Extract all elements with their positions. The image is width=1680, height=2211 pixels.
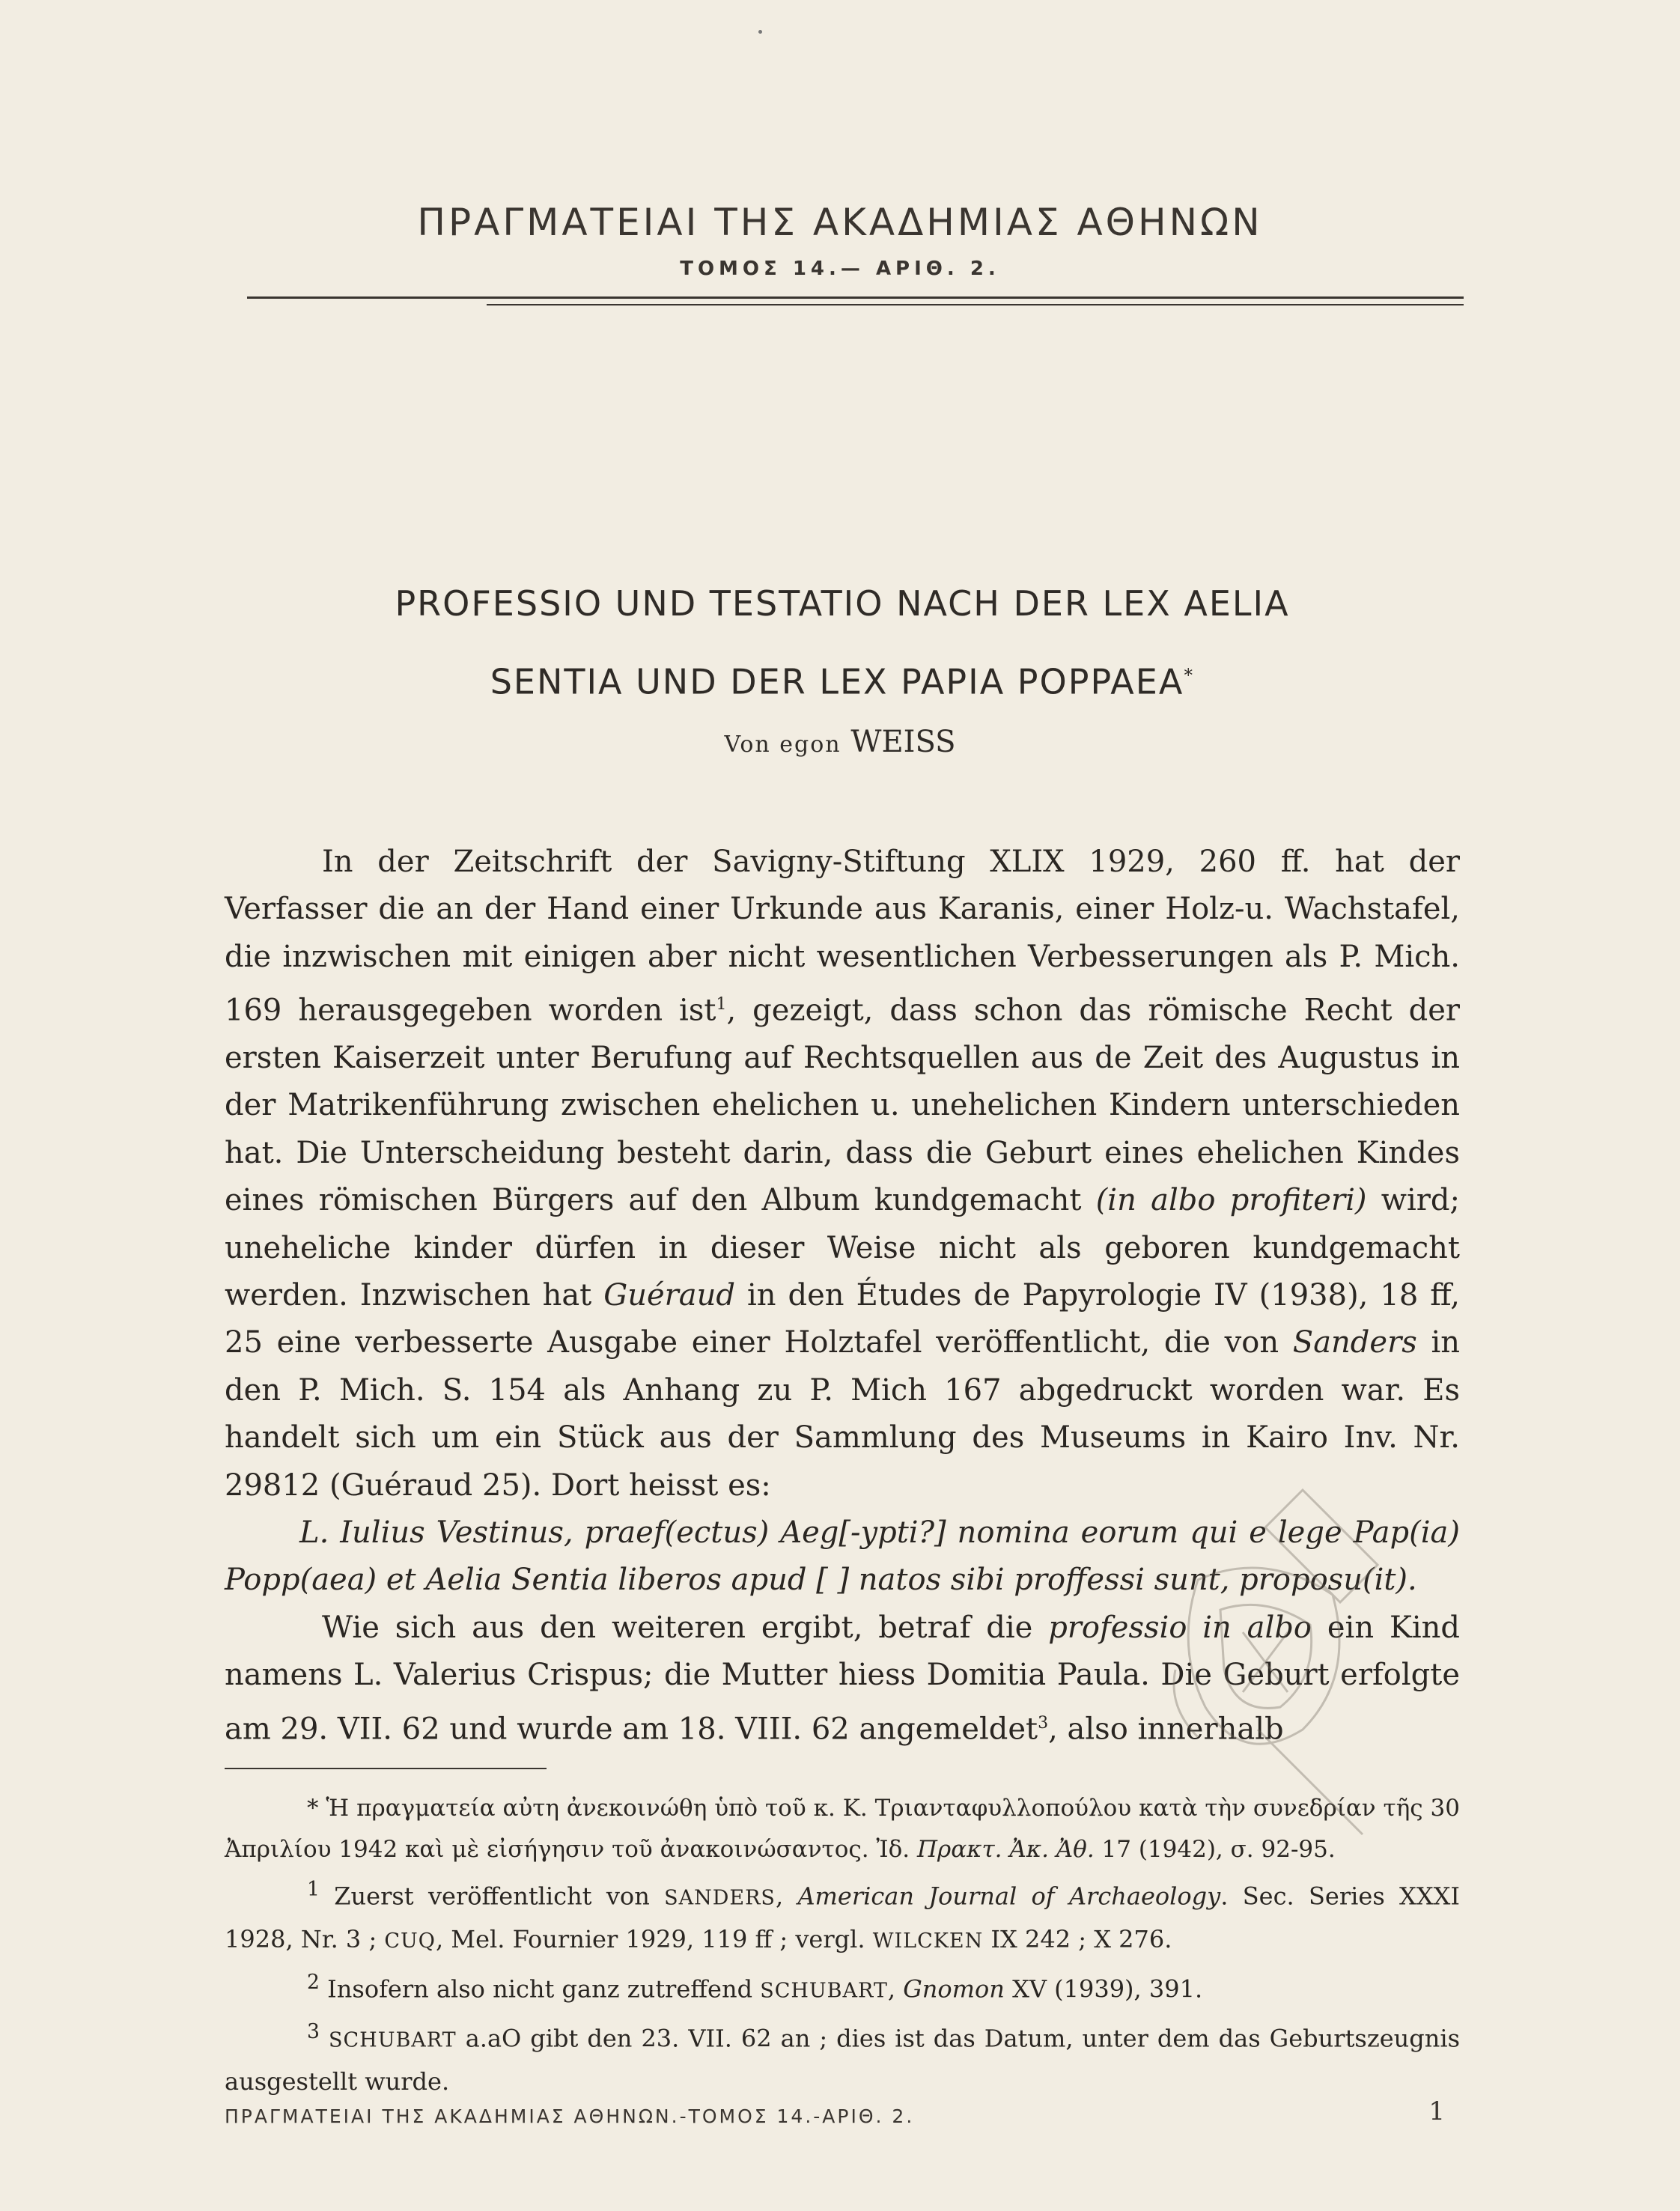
text-run: a.aO gibt den 23. VII. 62 an ; dies ist das Datum, unter dem das Geburtszeugnis ausgestellt wurde.: [225, 2024, 1461, 2096]
author-ref: SANDERS: [664, 1886, 776, 1910]
footnote-mark: 3: [307, 2019, 320, 2043]
journal-ref: Πρακτ. Ἀκ. Ἀθ.: [916, 1835, 1095, 1863]
text-run: in den Études de Papyrologie IV (1938), 18 ff, 25 eine verbesserte Ausgabe einer Holztafel veröffentlicht, die von: [225, 1277, 1460, 1360]
header-rule: [247, 296, 1464, 299]
page-number: 1: [1428, 2096, 1445, 2126]
text-run: In der Zeitschrift der Savigny-Stiftung XLIX 1929, 260 ff. hat der Verfasser die an der Hand einer Urkunde aus Karanis, einer Holz-u. Wachstafel, die inzwischen mit einigen aber nicht wesentlichen Verbesserungen als P. Mich. 169 herausgegeben worden ist: [225, 845, 1460, 1028]
text-run: 17 (1942), σ. 92-95.: [1094, 1835, 1336, 1863]
text-run: , gezeigt, dass schon das römische Recht der ersten Kaiserzeit unter Berufung auf Rechtsquellen aus de Zeit des Augustus in der Matrikenführung zwischen ehelichen u. unehelichen Kindern unterschieden hat. Die Unterscheidung besteht darin, dass die Geburt eines ehelichen Kindes eines römischen Bürgers auf den Album kundgemacht: [225, 993, 1461, 1218]
author-name: WEISS: [850, 725, 956, 759]
author-ref: Guéraud: [603, 1277, 735, 1313]
byline: [0, 725, 1680, 759]
text-run: , also innerhalb: [1048, 1711, 1284, 1746]
text-run: Wie sich aus den weiteren ergibt, betraf die: [322, 1610, 1049, 1645]
scan-speck: [758, 30, 762, 34]
text-run: ein Kind namens L. Valerius Crispus; die Mutter hiess Domitia Paula. Die Geburt erfolgte am 29. VII. 62 und wurde am 18. VIII. 62 angemeldet: [225, 1610, 1461, 1746]
footnote-1: [225, 1870, 1460, 1962]
series-title: ΠΡΑΓΜΑΤΕΙΑΙ ΤΗΣ ΑΚΑΔΗΜΙΑΣ ΑΘΗΝΩΝ: [417, 201, 1263, 244]
paragraph-1: [225, 839, 1460, 1509]
text-run: . Sec. Series XXXI 1928, Nr. 3 ;: [225, 1882, 1461, 1954]
footnote-ref-3: 3: [1038, 1713, 1049, 1733]
title-line-2: [225, 639, 1460, 717]
text-run: , Mel. Fournier 1929, 119 ff ; vergl.: [435, 1925, 873, 1954]
text-run: Zuerst veröffentlicht von: [319, 1882, 665, 1911]
author-ref: Sanders: [1292, 1325, 1417, 1360]
title-footnote-mark: *: [1184, 665, 1195, 686]
latin-phrase: (in albo profiteri): [1095, 1183, 1367, 1218]
author-ref: CUQ: [384, 1929, 436, 1953]
title-line-2-text: SENTIA UND DER LEX PAPIA POPPAEA: [490, 661, 1184, 702]
journal-ref: Gnomon: [903, 1974, 1005, 2004]
text-run: IX 242 ; X 276.: [983, 1925, 1172, 1954]
byline-prefix: Von egon: [724, 732, 841, 758]
footnote-ref-1: 1: [716, 995, 727, 1015]
footnote-3: [225, 2012, 1460, 2102]
latin-phrase: professio in albo: [1048, 1610, 1312, 1645]
footnote-rule: [225, 1768, 547, 1769]
header-rule-secondary: [487, 304, 1464, 305]
text-run: in den P. Mich. S. 154 als Anhang zu P. Mich 167 abgedruckt worden war. Es handelt sich um ein Stück aus der Sammlung des Museums in Kairo Inv. Nr. 29812 (Guéraud 25). Dort heisst es:: [225, 1325, 1460, 1503]
library-stamp-icon: [1153, 1482, 1385, 1864]
footnote-2: [225, 1962, 1460, 2012]
volume-number: ΤΟΜΟΣ 14.— ΑΡΙΘ. 2.: [680, 258, 1000, 280]
text-run: * Ἡ πραγματεία αὐτη ἀνεκοινώθη ὑπὸ τοῦ κ. Κ. Τριανταφυλλοπούλου κατὰ τὴν συνεδρίαν τῆς 30 Ἀπριλίου 1942 καὶ μὲ εἰσήγησιν τοῦ ἀνακοινώσαντος. Ἰδ.: [225, 1795, 1460, 1863]
text-run: XV (1939), 391.: [1004, 1974, 1203, 2004]
text-run: Insofern also nicht ganz zutreffend: [319, 1974, 761, 2004]
text-run: wird; uneheliche kinder dürfen in dieser Weise nicht als geboren kundgemacht werden. Inzwischen hat: [225, 1183, 1461, 1313]
running-footer: ΠΡΑΓΜΑΤΕΙΑΙ ΤΗΣ ΑΚΑΔΗΜΙΑΣ ΑΘΗΝΩΝ.-ΤΟΜΟΣ 14.-ΑΡΙΘ. 2.: [225, 2105, 915, 2127]
article-title: [225, 568, 1460, 717]
journal-ref: American Journal of Archaeology: [797, 1882, 1221, 1911]
author-ref: WILCKEN: [872, 1929, 984, 1953]
footnote-mark: 1: [307, 1878, 320, 1901]
quote-text: L. Iulius Vestinus, praef(ectus) Aeg[-ypti?] nomina eorum qui e lege Pap(ia) Popp(aea) et Aelia Sentia liberos apud [ ] natos sibi proffessi sunt, proposu(it).: [225, 1515, 1460, 1598]
text-run: ,: [775, 1882, 798, 1911]
text-run: ,: [887, 1974, 904, 2004]
author-ref: SCHUBART: [760, 1979, 888, 2003]
title-line-1: PROFESSIO UND TESTATIO NACH DER LEX AELIA: [395, 583, 1290, 624]
footnote-mark: 2: [307, 1970, 320, 1994]
author-ref: SCHUBART: [329, 2028, 457, 2052]
